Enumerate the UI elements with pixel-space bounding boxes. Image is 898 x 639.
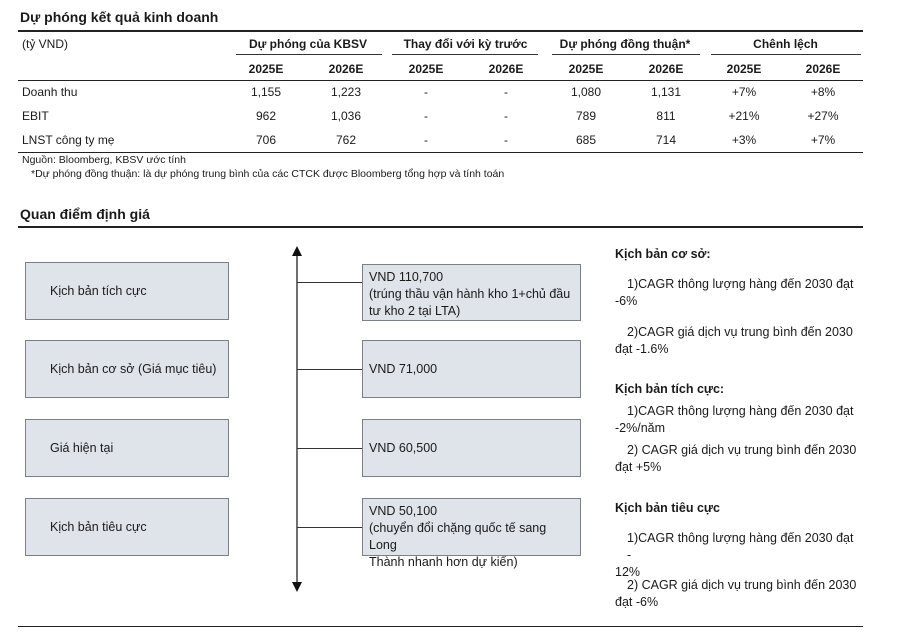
table-cell: 1,131: [650, 85, 682, 99]
year-header: 2025E: [248, 62, 284, 76]
assumption-line: 2) CAGR giá dịch vụ trung bình đến 2030: [627, 578, 857, 592]
year-header: 2026E: [648, 62, 684, 76]
scenario-label: Kịch bản tích cực: [50, 284, 147, 298]
table-cell: -: [424, 109, 428, 123]
price-note: tư kho 2 tại LTA): [369, 304, 461, 318]
assumption-line: 1)CAGR thông lượng hàng đến 2030 đạt -: [627, 531, 854, 562]
price-box-current: [362, 419, 581, 477]
assumption-line: đạt -1.6%: [615, 342, 669, 356]
assumption-line: 2) CAGR giá dịch vụ trung bình đến 2030: [627, 443, 857, 457]
assumption-heading-positive: Kịch bản tích cực:: [615, 382, 725, 396]
assumption-item: [615, 276, 860, 310]
scenario-box-positive: [25, 262, 229, 320]
table-cell: 962: [255, 109, 277, 123]
assumption-heading-base: Kịch bản cơ sở:: [615, 247, 711, 261]
table-cell: +7%: [810, 133, 836, 147]
assumption-heading-negative: Kịch bản tiêu cực: [615, 501, 720, 515]
year-header: 2025E: [726, 62, 762, 76]
row-label: EBIT: [22, 109, 49, 123]
assumption-line: đạt +5%: [615, 460, 662, 474]
price-note: (trúng thầu vận hành kho 1+chủ đầu: [369, 287, 571, 301]
table-cell: +3%: [731, 133, 757, 147]
table-cell: +7%: [731, 85, 757, 99]
table-cell: +27%: [807, 109, 839, 123]
table-cell: -: [424, 133, 428, 147]
scenario-label: Giá hiện tại: [50, 441, 114, 455]
assumption-line: đạt -6%: [615, 595, 659, 609]
table-cell: 685: [575, 133, 597, 147]
year-header: 2026E: [488, 62, 524, 76]
table-bottom-rule: [18, 152, 863, 153]
valuation-top-rule: [18, 226, 863, 228]
table-cell: 714: [655, 133, 677, 147]
group-underline: [552, 54, 700, 55]
assumption-line: -2%/năm: [615, 421, 666, 435]
table-cell: +8%: [810, 85, 836, 99]
table-top-rule: [18, 30, 863, 32]
row-label: LNST công ty mẹ: [22, 133, 115, 147]
year-header: 2026E: [328, 62, 364, 76]
assumption-item: [615, 442, 860, 476]
assumption-line: 12%: [615, 565, 641, 579]
table-cell: 1,036: [330, 109, 362, 123]
table-cell: +21%: [728, 109, 760, 123]
source-note: Nguồn: Bloomberg, KBSV ước tính: [22, 154, 186, 166]
price-box-base: [362, 340, 581, 398]
assumption-line: 1)CAGR thông lượng hàng đến 2030 đạt: [627, 404, 854, 418]
assumption-item: [615, 324, 860, 358]
year-header: 2026E: [805, 62, 841, 76]
connector-line: [297, 527, 362, 528]
scenario-label: Kịch bản cơ sở (Giá mục tiêu): [50, 362, 217, 376]
double-arrow-icon: [286, 246, 308, 592]
row-label: Doanh thu: [22, 85, 78, 99]
group-consensus: Dự phóng đồng thuận*: [559, 37, 691, 51]
assumption-line: 1)CAGR thông lượng hàng đến 2030 đạt: [627, 277, 854, 291]
year-header: 2025E: [568, 62, 604, 76]
scenario-label: Kịch bản tiêu cực: [50, 520, 147, 534]
table-cell: 762: [335, 133, 357, 147]
bottom-rule: [18, 626, 863, 627]
unit-label: (tỷ VND): [22, 37, 68, 51]
table-cell: 1,080: [570, 85, 602, 99]
table-cell: -: [504, 133, 508, 147]
group-change: Thay đổi với kỳ trước: [403, 37, 528, 51]
connector-line: [297, 282, 362, 283]
group-kbsv: Dự phóng của KBSV: [248, 37, 368, 51]
group-underline: [236, 54, 382, 55]
forecast-title: Dự phóng kết quả kinh doanh: [20, 9, 219, 25]
scenario-box-current: [25, 419, 229, 477]
table-cell: 811: [656, 109, 676, 123]
group-underline: [392, 54, 538, 55]
price-note: (chuyển đổi chặng quốc tế sang Long: [369, 521, 547, 552]
assumption-line: 2)CAGR giá dịch vụ trung bình đến 2030: [627, 325, 853, 339]
table-cell: -: [504, 109, 508, 123]
table-cell: 706: [255, 133, 277, 147]
year-header: 2025E: [408, 62, 444, 76]
header-rule: [18, 80, 863, 81]
table-cell: 789: [575, 109, 597, 123]
scenario-box-base: [25, 340, 229, 398]
assumption-item: [615, 403, 860, 437]
footnote: *Dự phóng đồng thuận: là dự phóng trung bình của các CTCK được Bloomberg tổng hợp và tính toán: [31, 168, 505, 180]
price-value: VND 50,100: [369, 504, 438, 518]
group-underline: [711, 54, 861, 55]
price-note: Thành nhanh hơn dự kiến): [369, 555, 518, 569]
assumption-item: [615, 577, 860, 611]
scenario-box-negative: [25, 498, 229, 556]
table-cell: -: [504, 85, 508, 99]
price-box-positive: [362, 264, 581, 321]
connector-line: [297, 448, 362, 449]
price-box-negative: [362, 498, 581, 569]
price-value: VND 71,000: [369, 361, 438, 376]
price-value: VND 110,700: [369, 270, 444, 284]
connector-line: [297, 369, 362, 370]
valuation-title: Quan điểm định giá: [20, 206, 150, 222]
assumption-line: -6%: [615, 294, 638, 308]
group-diff: Chênh lệch: [753, 37, 818, 51]
table-cell: 1,223: [330, 85, 362, 99]
assumption-item: [615, 530, 860, 581]
price-value: VND 60,500: [369, 440, 438, 455]
table-cell: 1,155: [250, 85, 282, 99]
table-cell: -: [424, 85, 428, 99]
